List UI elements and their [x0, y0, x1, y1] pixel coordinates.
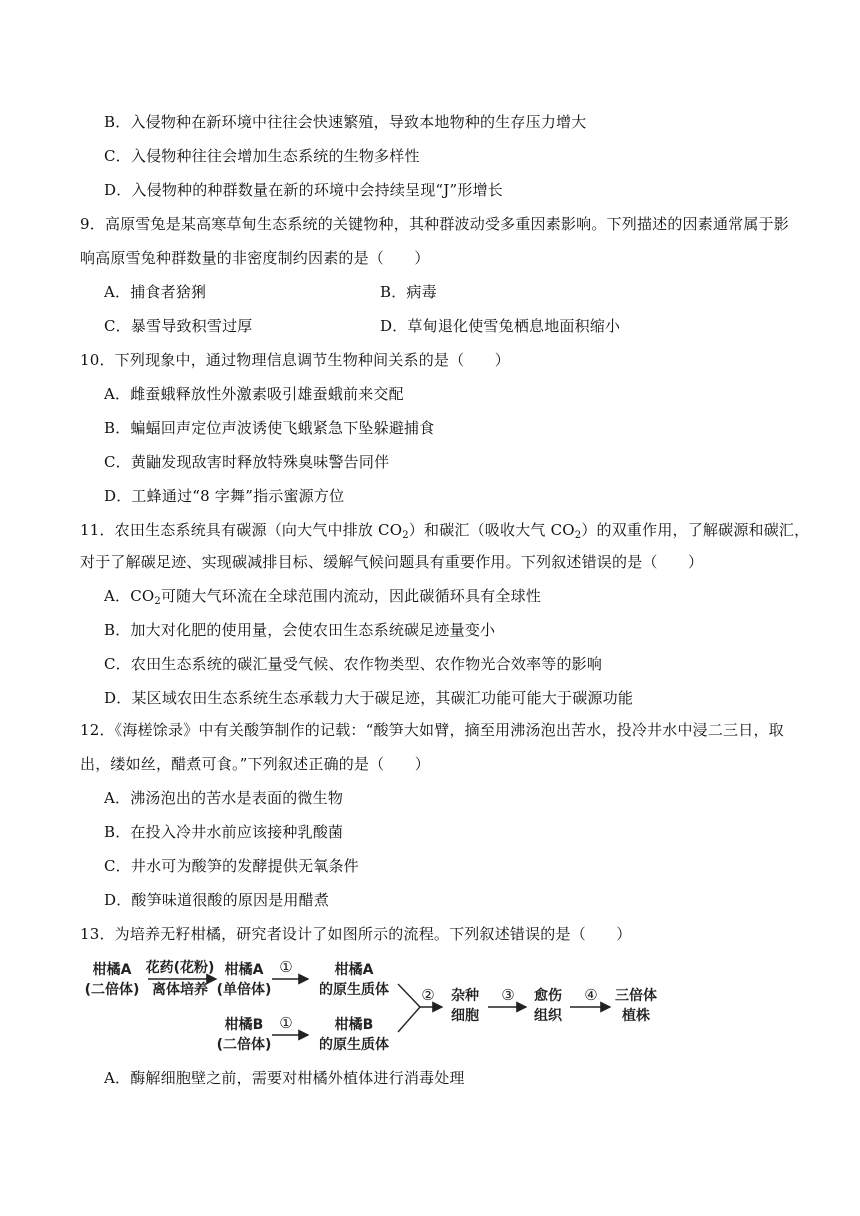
triploid-plant-label: 三倍体 — [615, 988, 657, 1004]
merge-line-bottom — [398, 1007, 420, 1032]
q8-option-b: B．入侵物种在新环境中往往会快速繁殖，导致本地物种的生存压力增大 — [104, 113, 587, 131]
citrus-a-ploidy: (二倍体) — [84, 982, 140, 998]
step-2-label: ② — [421, 986, 435, 1004]
q12-option-b: B．在投入冷井水前应该接种乳酸菌 — [104, 823, 344, 841]
q9-stem-line2: 响高原雪兔种群数量的非密度制约因素的是（ ） — [80, 249, 430, 267]
callus-label-2: 组织 — [534, 1008, 562, 1024]
anther-culture-label: 花药(花粉) — [145, 960, 215, 976]
step-3-label: ③ — [501, 986, 515, 1004]
q10-option-b: B．蝙蝠回声定位声波诱使飞蛾紧急下坠躲避捕食 — [104, 419, 435, 437]
q13-option-a: A．酶解细胞壁之前，需要对柑橘外植体进行消毒处理 — [104, 1069, 465, 1087]
q11-stem-part2: ）和碳汇（吸收大气 CO — [408, 521, 575, 539]
hybrid-cell-label-2: 细胞 — [451, 1008, 479, 1024]
q10-option-c: C．黄鼬发现敌害时释放特殊臭味警告同伴 — [104, 453, 390, 471]
co2-subscript: 2 — [574, 530, 582, 541]
step-4-label: ④ — [584, 986, 598, 1004]
q11-stem-part1: 11．农田生态系统具有碳源（向大气中排放 CO — [80, 521, 403, 539]
q9-option-c: C．暴雪导致积雪过厚 — [104, 317, 253, 335]
co2-subscript: 2 — [402, 530, 409, 541]
citrus-b-protoplast-label-2: 的原生质体 — [319, 1037, 389, 1053]
q11-option-a-part1: A．CO — [104, 587, 155, 605]
q9-option-a: A．捕食者猞猁 — [104, 283, 207, 301]
q10-stem: 10．下列现象中，通过物理信息调节生物种间关系的是（ ） — [80, 351, 510, 369]
q9-stem-line1: 9．高原雪兔是某高寒草甸生态系统的关键物种，其种群波动受多重因素影响。下列描述的因素通常属于影 — [80, 215, 789, 233]
q13-stem: 13．为培养无籽柑橘，研究者设计了如图所示的流程。下列叙述错误的是（ ） — [80, 925, 632, 943]
q8-option-c: C．入侵物种往往会增加生态系统的生物多样性 — [104, 147, 420, 165]
q11-stem-line2: 对于了解碳足迹、实现碳减排目标、缓解气候问题具有重要作用。下列叙述错误的是（ ） — [80, 553, 704, 571]
citrus-a-haploid-label: 柑橘A — [224, 962, 264, 978]
citrus-b-protoplast-label: 柑橘B — [334, 1017, 374, 1033]
q12-stem-line1: 12．《海槎馀录》中有关酸笋制作的记载：“酸笋大如臂，摘至用沸汤泡出苦水，投冷井水中浸二三日，取 — [80, 721, 784, 739]
citrus-a-protoplast-label-2: 的原生质体 — [319, 982, 389, 998]
q11-option-b: B．加大对化肥的使用量，会使农田生态系统碳足迹量变小 — [104, 621, 496, 639]
triploid-plant-label-2: 植株 — [622, 1008, 650, 1024]
q12-stem-line2: 出，缕如丝，醋煮可食。”下列叙述正确的是（ ） — [80, 755, 430, 773]
q12-option-c: C．井水可为酸笋的发酵提供无氧条件 — [104, 857, 359, 875]
step-1-label: ① — [279, 958, 293, 976]
q9-option-d: D．草甸退化使雪兔栖息地面积缩小 — [380, 317, 621, 335]
q11-option-c: C．农田生态系统的碳汇量受气候、农作物类型、农作物光合效率等的影响 — [104, 655, 603, 673]
q11-option-a — [104, 586, 541, 612]
in-vitro-culture-label: 离体培养 — [152, 982, 208, 998]
citrus-b-ploidy: (二倍体) — [216, 1037, 272, 1053]
q11-stem-line1 — [80, 520, 809, 546]
q10-option-a: A．雌蚕蛾释放性外激素吸引雄蚕蛾前来交配 — [104, 385, 404, 403]
q12-option-a: A．沸汤泡出的苦水是表面的微生物 — [104, 789, 344, 807]
citrus-fusion-flow-diagram — [76, 954, 696, 1058]
q11-stem-part3: ）的双重作用，了解碳源和碳汇， — [581, 521, 810, 539]
q12-option-d: D．酸笋味道很酸的原因是用醋煮 — [104, 891, 330, 909]
citrus-b-label: 柑橘B — [224, 1017, 264, 1033]
q8-option-d: D．入侵物种的种群数量在新的环境中会持续呈现“J”形增长 — [104, 181, 503, 199]
hybrid-cell-label: 杂种 — [451, 988, 479, 1004]
citrus-a-label: 柑橘A — [92, 962, 132, 978]
merge-line-top — [398, 984, 420, 1007]
q10-option-d: D．工蜂通过“8 字舞”指示蜜源方位 — [104, 487, 345, 505]
q11-option-d: D．某区域农田生态系统生态承载力大于碳足迹，其碳汇功能可能大于碳源功能 — [104, 689, 634, 707]
callus-label: 愈伤 — [534, 988, 562, 1004]
citrus-a-protoplast-label: 柑橘A — [334, 962, 374, 978]
q11-option-a-part2: 可随大气环流在全球范围内流动，因此碳循环具有全球性 — [160, 587, 541, 605]
citrus-a-haploid-ploidy: (单倍体) — [216, 982, 272, 998]
q9-option-b: B．病毒 — [380, 283, 437, 301]
co2-subscript: 2 — [154, 596, 161, 607]
step-1b-label: ① — [279, 1014, 293, 1032]
